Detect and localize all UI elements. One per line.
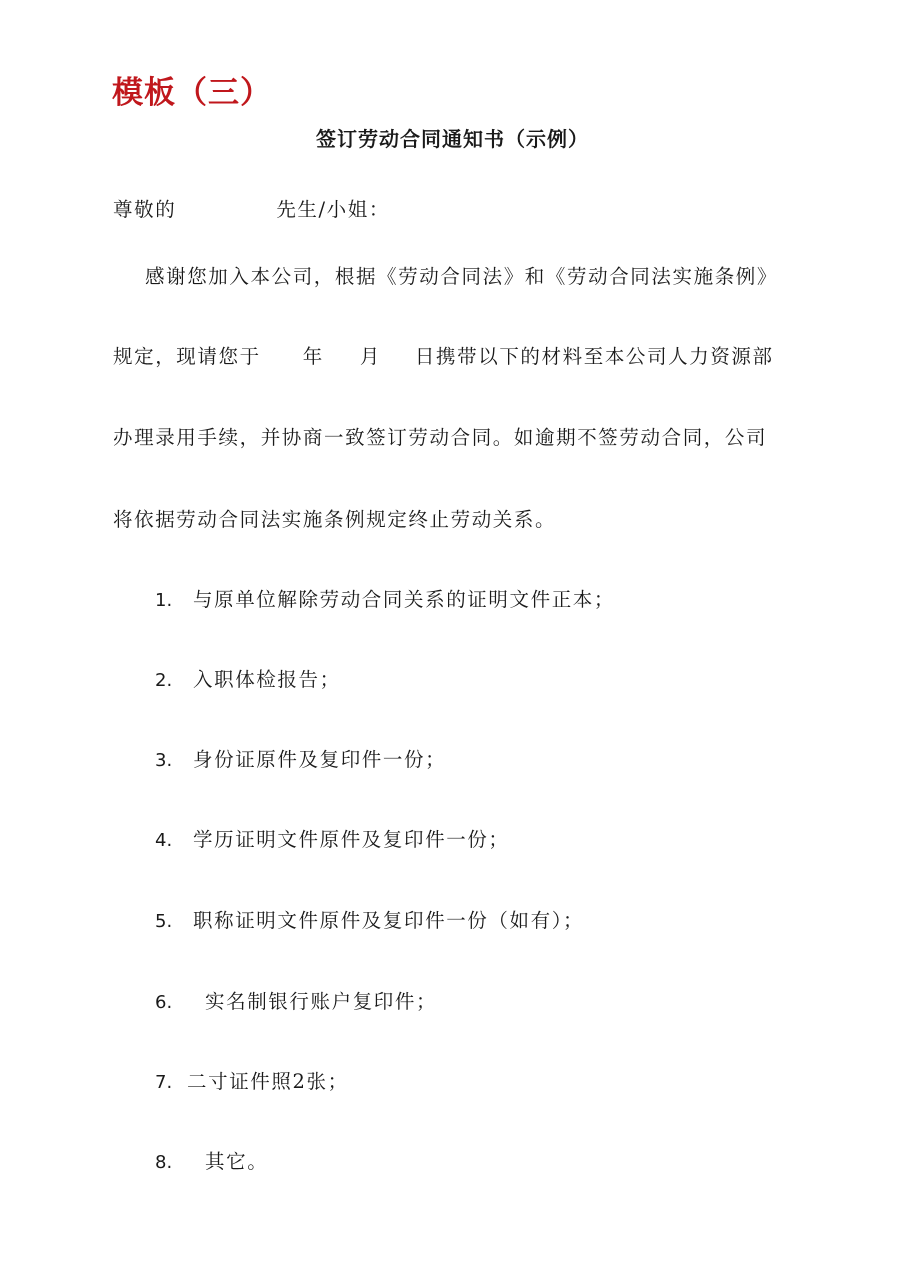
paragraph-line-3: 办理录用手续，并协商一致签订劳动合同。如逾期不签劳动合同，公司 [113,426,768,449]
month-label: 月 [359,345,381,368]
greeting-line [113,200,390,220]
list-item [155,1152,268,1172]
paragraph-line-1: 感谢您加入本公司，根据《劳动合同法》和《劳动合同法实施条例》 [145,265,779,288]
list-item [155,911,584,931]
list-item-number: 7. [155,1072,173,1093]
list-item-number: 2. [155,670,173,691]
list-item-text: 二寸证件照2张； [187,1070,349,1093]
list-item-number: 6. [155,992,173,1013]
list-item [155,670,341,690]
document-title: 签订劳动合同通知书（示例） [316,127,589,151]
list-item-text: 职称证明文件原件及复印件一份（如有）； [193,909,585,932]
list-item [155,830,510,850]
greeting-suffix: 先生/小姐： [276,198,390,221]
list-item [155,1072,349,1092]
paragraph-line-4: 将依据劳动合同法实施条例规定终止劳动关系。 [113,508,557,531]
list-item [155,750,446,770]
template-label: 模板（三） [112,75,272,111]
list-item-number: 5. [155,911,173,932]
list-item-text: 学历证明文件原件及复印件一份； [193,828,510,851]
list-item [155,992,437,1012]
list-item-text: 与原单位解除劳动合同关系的证明文件正本； [193,588,616,611]
list-item-text: 实名制银行账户复印件； [205,990,438,1013]
list-item-text: 其它。 [205,1150,269,1173]
list-item-text: 身份证原件及复印件一份； [193,748,447,771]
paragraph-line-2-start: 规定，现请您于 [113,345,261,368]
list-item-number: 4. [155,830,173,851]
list-item [155,590,615,610]
year-label: 年 [302,345,324,368]
list-item-number: 8. [155,1152,173,1173]
list-item-number: 3. [155,750,173,771]
paragraph-line-2-end: 日携带以下的材料至本公司人力资源部 [414,345,774,368]
list-item-number: 1. [155,590,173,611]
paragraph-line-2 [113,347,774,367]
greeting-prefix: 尊敬的 [113,198,177,221]
list-item-text: 入职体检报告； [193,668,341,691]
